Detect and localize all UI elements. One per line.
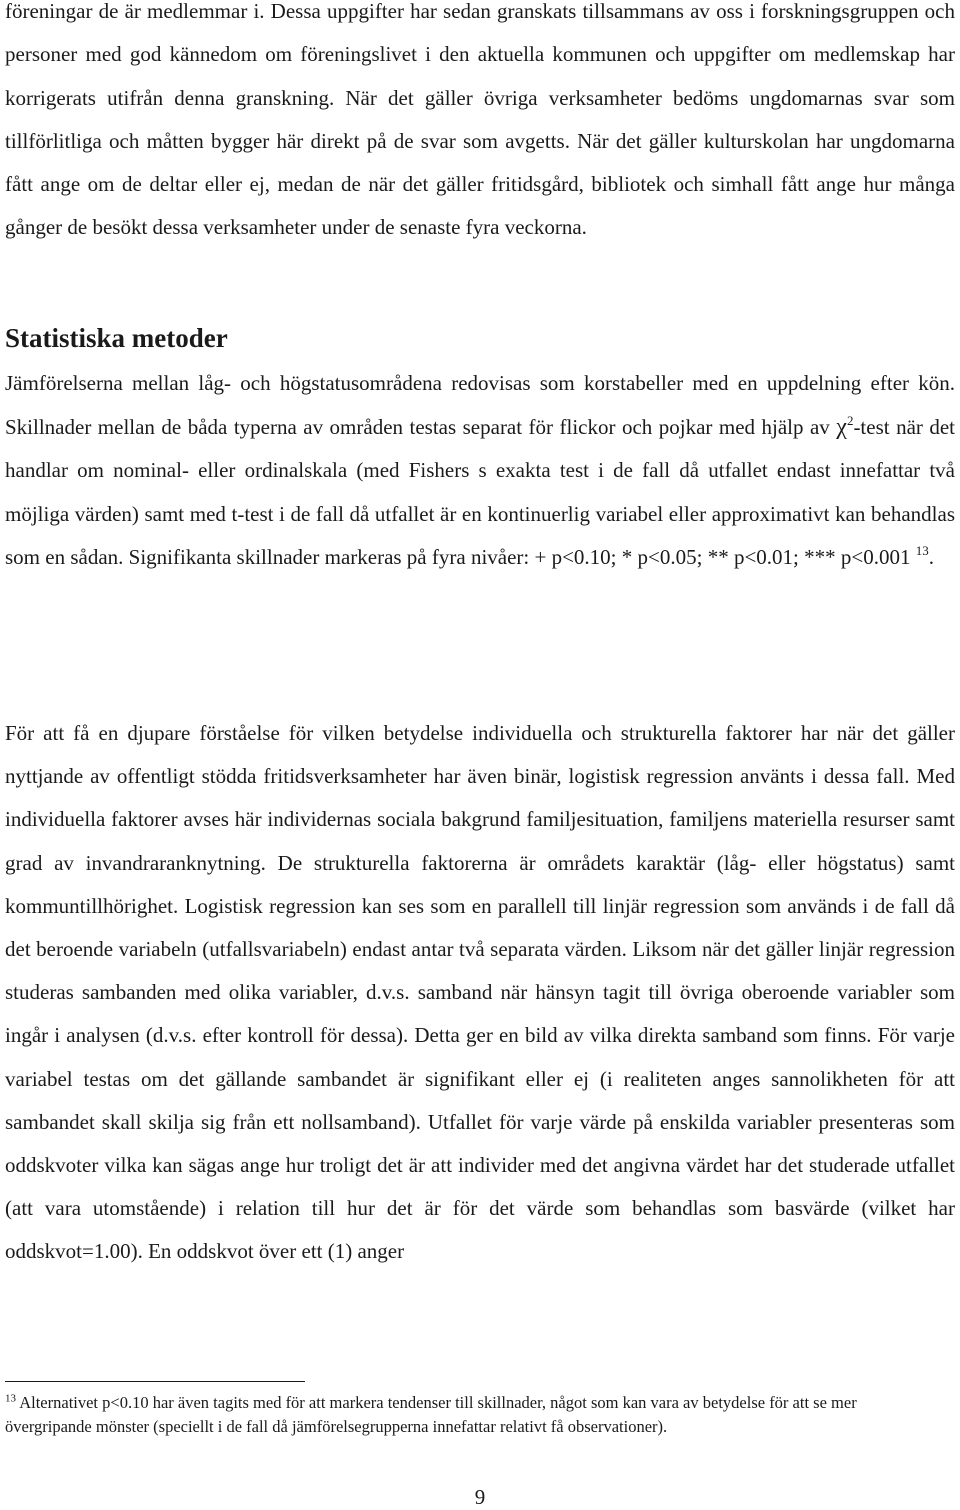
paragraph-text: . [928, 545, 934, 569]
chi-exponent: 2 [846, 412, 854, 428]
document-page [5, 0, 955, 1509]
paragraph-text: Jämförelserna mellan låg- och högstatusområdena redovisas som korstabeller med en uppdelning efter kön. Skillnader mellan de båda typerna av områden testas separat för flickor och pojkar med hjälp av [5, 371, 955, 439]
body-paragraph-regression: För att få en djupare förståelse för vilken betydelse individuella och strukturella faktorer har när det gäller nyttjande av offentligt stödda fritidsverksamheter har även binär, logistisk regression använts i dessa fall. Med individuella faktorer avses här individernas sociala bakgrund familjesituation, familjens materiella resurser samt grad av invandraranknytning. De strukturella faktorerna är områdets karaktär (låg- eller högstatus) samt kommuntillhörighet. Logistisk regression kan ses som en parallell till linjär regression som används i de fall då det beroende variabeln (utfallsvariabeln) endast antar två separata värden. Liksom när det gäller linjär regression studeras sambanden med olika variabler, d.v.s. samband när hänsyn tagit till övriga oberoende variabler som ingår i analysen (d.v.s. efter kontroll för dessa). Detta ger en bild av vilka direkta samband som finns. För varje variabel testas om det gällande sambandet är signifikant eller ej (i realiteten anges sannolikheten för att sambandet skall skilja sig från ett nollsamband). Utfallet för varje värde på enskilda variabler presenteras som oddskvoter vilka kan sägas ange hur troligt det är att individer med det angivna värdet har det studerade utfallet (att vara utomstående) i relation till hur det är för det värde som behandlas som basvärde (vilket har oddskvot=1.00). En oddskvot över ett (1) anger [5, 721, 955, 1264]
footnote-text: Alternativet p<0.10 har även tagits med för att markera tendenser till skillnader, något som kan vara av betydelse för att se mer övergripande mönster (speciellt i de fall då jämförelsegrupperna innefattar relativt få observationer). [5, 1393, 857, 1436]
footnote [5, 1391, 935, 1438]
footnote-number: 13 [5, 1392, 16, 1405]
page-number: 9 [474, 1485, 486, 1509]
chi-symbol: χ [836, 413, 847, 440]
section-heading: Statistiska metoder [5, 323, 228, 353]
footnote-separator [5, 1381, 305, 1382]
paragraph-text: -test när det handlar om nominal- eller ordinalskala (med Fishers s exakta test i de fall då utfallet endast innefattar två möjliga värden) samt med t-test i de fall då utfallet är en kontinuerlig variabel eller approximativt kan behandlas som en sådan. Signifikanta skillnader markeras på fyra nivåer: + p<0.10; * p<0.05; ** p<0.01; *** p<0.001 [5, 414, 956, 569]
footnote-reference: 13 [915, 542, 929, 558]
body-paragraph-methods [5, 362, 955, 580]
body-paragraph: föreningar de är medlemmar i. Dessa uppgifter har sedan granskats tillsammans av oss i forskningsgruppen och personer med god kännedom om föreningslivet i den aktuella kommunen och uppgifter om medlemskap har korrigerats utifrån denna granskning. När det gäller övriga verksamheter bedöms ungdomarnas svar som tillförlitliga och måtten bygger här direkt på de svar som avgetts. När det gäller kulturskolan har ungdomarna fått ange om de deltar eller ej, medan de när det gäller fritidsgård, bibliotek och simhall fått ange hur många gånger de besökt dessa verksamheter under de senaste fyra veckorna. [5, 0, 955, 240]
